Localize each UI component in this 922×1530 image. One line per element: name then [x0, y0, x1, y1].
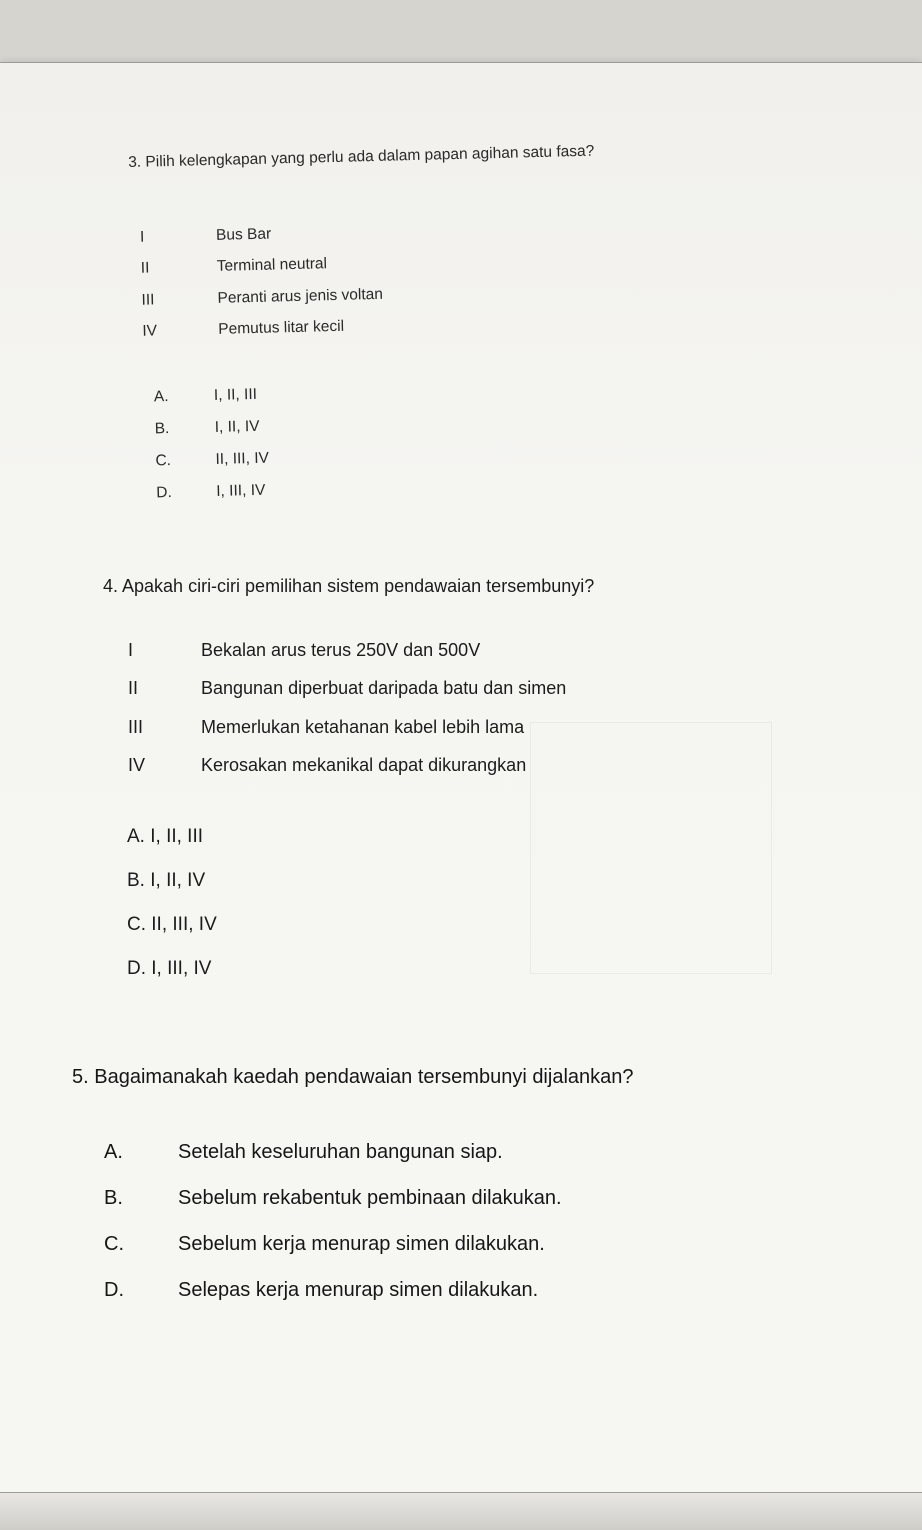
answer-option — [72, 1175, 832, 1221]
statement-row — [103, 747, 803, 786]
question-4 — [103, 576, 803, 991]
option-text: I, II, IV — [214, 417, 260, 436]
statement-number: IV — [128, 755, 146, 776]
option-letter: A. — [104, 1140, 123, 1163]
option-text: Setelah keseluruhan bangunan siap. — [178, 1140, 503, 1163]
statement-text: Bus Bar — [215, 225, 272, 244]
question-3 — [128, 138, 777, 510]
question-5 — [72, 1066, 832, 1313]
statement-text: Bangunan diperbuat daripada batu dan simen — [201, 678, 567, 699]
statement-row — [103, 670, 803, 709]
statement-number: I — [128, 639, 134, 660]
question-5-options — [72, 1129, 832, 1313]
answer-option — [72, 1129, 832, 1175]
statement-text: Peranti arus jenis voltan — [217, 285, 384, 307]
statement-text: Kerosakan mekanikal dapat dikurangkan — [201, 755, 527, 776]
question-5-stem: 5. Bagaimanakah kaedah pendawaian tersembunyi dijalankan? — [72, 1066, 634, 1088]
sheet-top-edge — [0, 62, 922, 63]
answer-option — [72, 1267, 832, 1313]
statement-number: II — [140, 259, 150, 277]
option-letter: A. — [153, 388, 169, 406]
answer-option: B. I, II, IV — [127, 870, 206, 891]
option-text: I, III, IV — [216, 481, 266, 500]
option-text: Sebelum rekabentuk pembinaan dilakukan. — [178, 1186, 562, 1209]
option-text: Sebelum kerja menurap simen dilakukan. — [178, 1232, 545, 1255]
answer-option: A. I, II, III — [127, 826, 204, 847]
option-letter: C. — [155, 452, 172, 470]
statement-row — [103, 708, 803, 747]
option-text: Selepas kerja menurap simen dilakukan. — [178, 1278, 539, 1301]
question-4-stem: 4. Apakah ciri-ciri pemilihan sistem pendawaian tersembunyi? — [103, 576, 595, 596]
question-4-statements — [103, 631, 803, 785]
statement-row — [103, 631, 803, 670]
statement-number: II — [128, 678, 139, 699]
option-letter: C. — [104, 1232, 124, 1255]
sheet-bottom-edge — [0, 1492, 922, 1493]
option-letter: D. — [104, 1278, 124, 1301]
option-text: II, III, IV — [215, 449, 270, 468]
underlying-page — [0, 1492, 922, 1530]
answer-option — [72, 1221, 832, 1267]
statement-text: Pemutus litar kecil — [218, 318, 345, 339]
option-letter: B. — [104, 1186, 123, 1209]
option-text: I, II, III — [213, 385, 258, 404]
statement-text: Bekalan arus terus 250V dan 500V — [201, 639, 481, 660]
question-3-options — [134, 366, 777, 510]
statement-number: I — [139, 228, 145, 246]
statement-number: III — [141, 291, 155, 309]
question-3-stem: 3. Pilih kelengkapan yang perlu ada dalam papan agihan satu fasa? — [128, 142, 595, 171]
option-letter: D. — [156, 484, 172, 502]
option-letter: B. — [154, 420, 170, 438]
statement-text: Memerlukan ketahanan kabel lebih lama — [201, 716, 525, 737]
question-3-statements — [130, 206, 773, 348]
answer-option: C. II, III, IV — [127, 914, 217, 935]
answer-option: D. I, III, IV — [127, 958, 212, 979]
statement-text: Terminal neutral — [216, 255, 328, 276]
question-4-options — [103, 815, 803, 991]
statement-number: III — [128, 716, 144, 737]
statement-number: IV — [142, 322, 158, 340]
